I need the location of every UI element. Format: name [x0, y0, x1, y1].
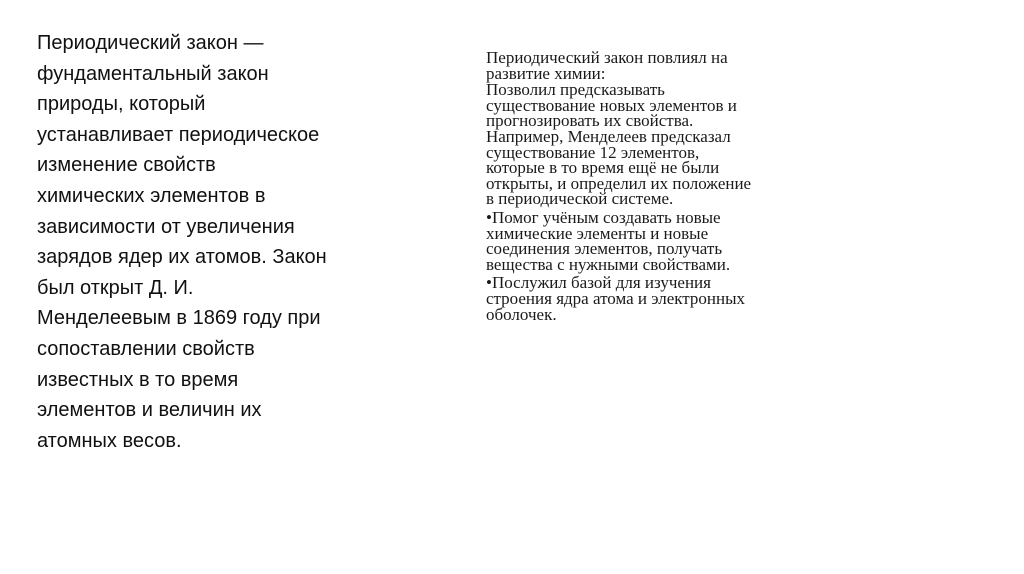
text-line: Периодический закон —: [37, 32, 264, 54]
text-line: Позволил предсказывать: [486, 80, 665, 100]
text-line: прогнозировать их свойства.: [486, 111, 694, 131]
text-line: химических элементов в: [37, 184, 266, 207]
text-line: зависимости от увеличения: [37, 215, 295, 238]
text-line: развитие химии:: [486, 63, 606, 83]
text-line: химические элементы и новые: [486, 223, 709, 243]
point-atom-structure: [486, 275, 886, 322]
text-line: открыты, и определил их положение: [486, 173, 752, 193]
text-line: которые в то время ещё не были: [486, 158, 720, 178]
text-line: сопоставлении свойств: [37, 337, 255, 360]
text-line: устанавливает периодическое: [37, 123, 320, 146]
text-line: соединения элементов, получать: [486, 239, 723, 259]
influence-text: [486, 50, 886, 322]
point-prediction: [486, 82, 886, 207]
text-line: фундаментальный закон: [37, 62, 269, 85]
text-line: существование 12 элементов,: [486, 142, 700, 162]
text-line: атомных весов.: [37, 429, 182, 452]
text-line: природы, который: [37, 93, 206, 116]
intro-paragraph: [486, 50, 886, 81]
text-line: элементов и величин их: [37, 399, 262, 422]
point-new-elements: [486, 207, 886, 274]
text-line: строения ядра атома и электронных: [486, 288, 746, 308]
text-line: Периодический закон повлиял на: [486, 48, 728, 67]
text-line: оболочек.: [486, 304, 557, 324]
text-line: изменение свойств: [37, 154, 216, 177]
text-line: зарядов ядер их атомов. Закон: [37, 246, 327, 269]
text-line: •Помог учёным создавать новые: [486, 207, 721, 227]
text-line: был открыт Д. И.: [37, 276, 194, 299]
text-line: вещества с нужными свойствами.: [486, 254, 731, 274]
text-line: существование новых элементов и: [486, 95, 737, 115]
text-line: в периодической системе.: [486, 189, 674, 209]
text-line: известных в то время: [37, 368, 239, 391]
text-line: Например, Менделеев предсказал: [486, 126, 731, 146]
text-line: Менделеевым в 1869 году при: [37, 307, 321, 330]
definition-text: [37, 28, 457, 456]
text-line: •Послужил базой для изучения: [486, 273, 711, 293]
